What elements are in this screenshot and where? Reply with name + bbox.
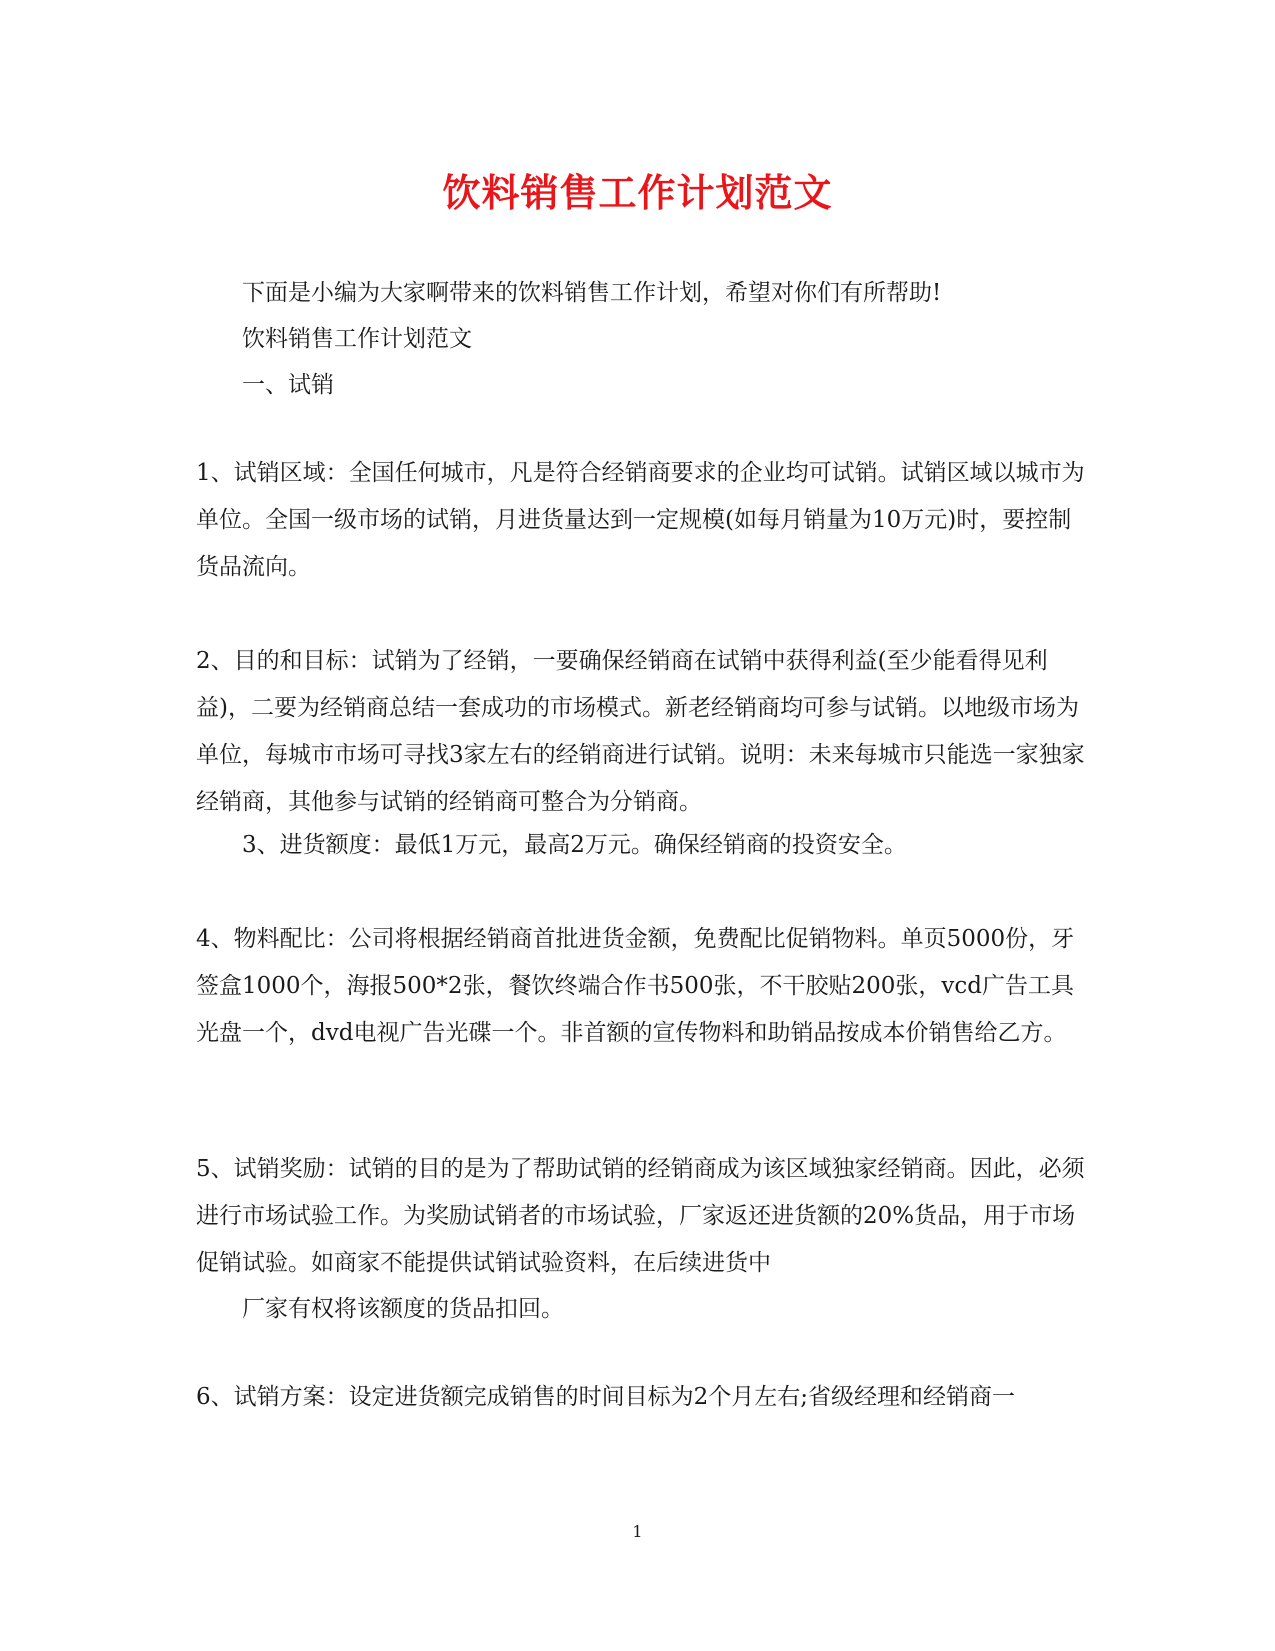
item-6-paragraph: 6、试销方案：设定进货额完成销售的时间目标为2个月左右;省级经理和经销商一 — [196, 1384, 1016, 1410]
item-3-paragraph: 3、进货额度：最低1万元，最高2万元。确保经销商的投资安全。 — [242, 832, 907, 858]
intro-paragraph: 下面是小编为大家啊带来的饮料销售工作计划，希望对你们有所帮助! — [242, 280, 942, 306]
item-4-paragraph: 4、物料配比：公司将根据经销商首批进货金额，免费配比促销物料。单页5000份，牙签盒1000个，海报500*2张，餐饮终端合作书500张，不干胶贴200张，vcd广告工具光盘一个，dvd电视广告光碟一个。非首额的宣传物料和助销品按成本价销售给乙方。 — [196, 926, 1075, 1046]
subtitle-paragraph: 饮料销售工作计划范文 — [242, 326, 472, 352]
item-5-continuation: 厂家有权将该额度的货品扣回。 — [242, 1296, 564, 1322]
document-title: 饮料销售工作计划范文 — [442, 170, 833, 215]
item-2-paragraph: 2、目的和目标：试销为了经销，一要确保经销商在试销中获得利益(至少能看得见利益)，二要为经销商总结一套成功的市场模式。新老经销商均可参与试销。以地级市场为单位，每城市市场可寻找3家左右的经销商进行试销。说明：未来每城市只能选一家独家经销商，其他参与试销的经销商可整合为分销商。 — [196, 648, 1085, 815]
item-5-paragraph: 5、试销奖励：试销的目的是为了帮助试销的经销商成为该区域独家经销商。因此，必须进行市场试验工作。为奖励试销者的市场试验，厂家返还进货额的20%货品，用于市场促销试验。如商家不能提供试销试验资料，在后续进货中 — [196, 1156, 1085, 1276]
page-number: 1 — [632, 1522, 643, 1541]
item-1-paragraph: 1、试销区域：全国任何城市，凡是符合经销商要求的企业均可试销。试销区域以城市为单位。全国一级市场的试销，月进货量达到一定规模(如每月销量为10万元)时，要控制货品流向。 — [196, 460, 1085, 580]
section-heading: 一、试销 — [242, 372, 334, 398]
